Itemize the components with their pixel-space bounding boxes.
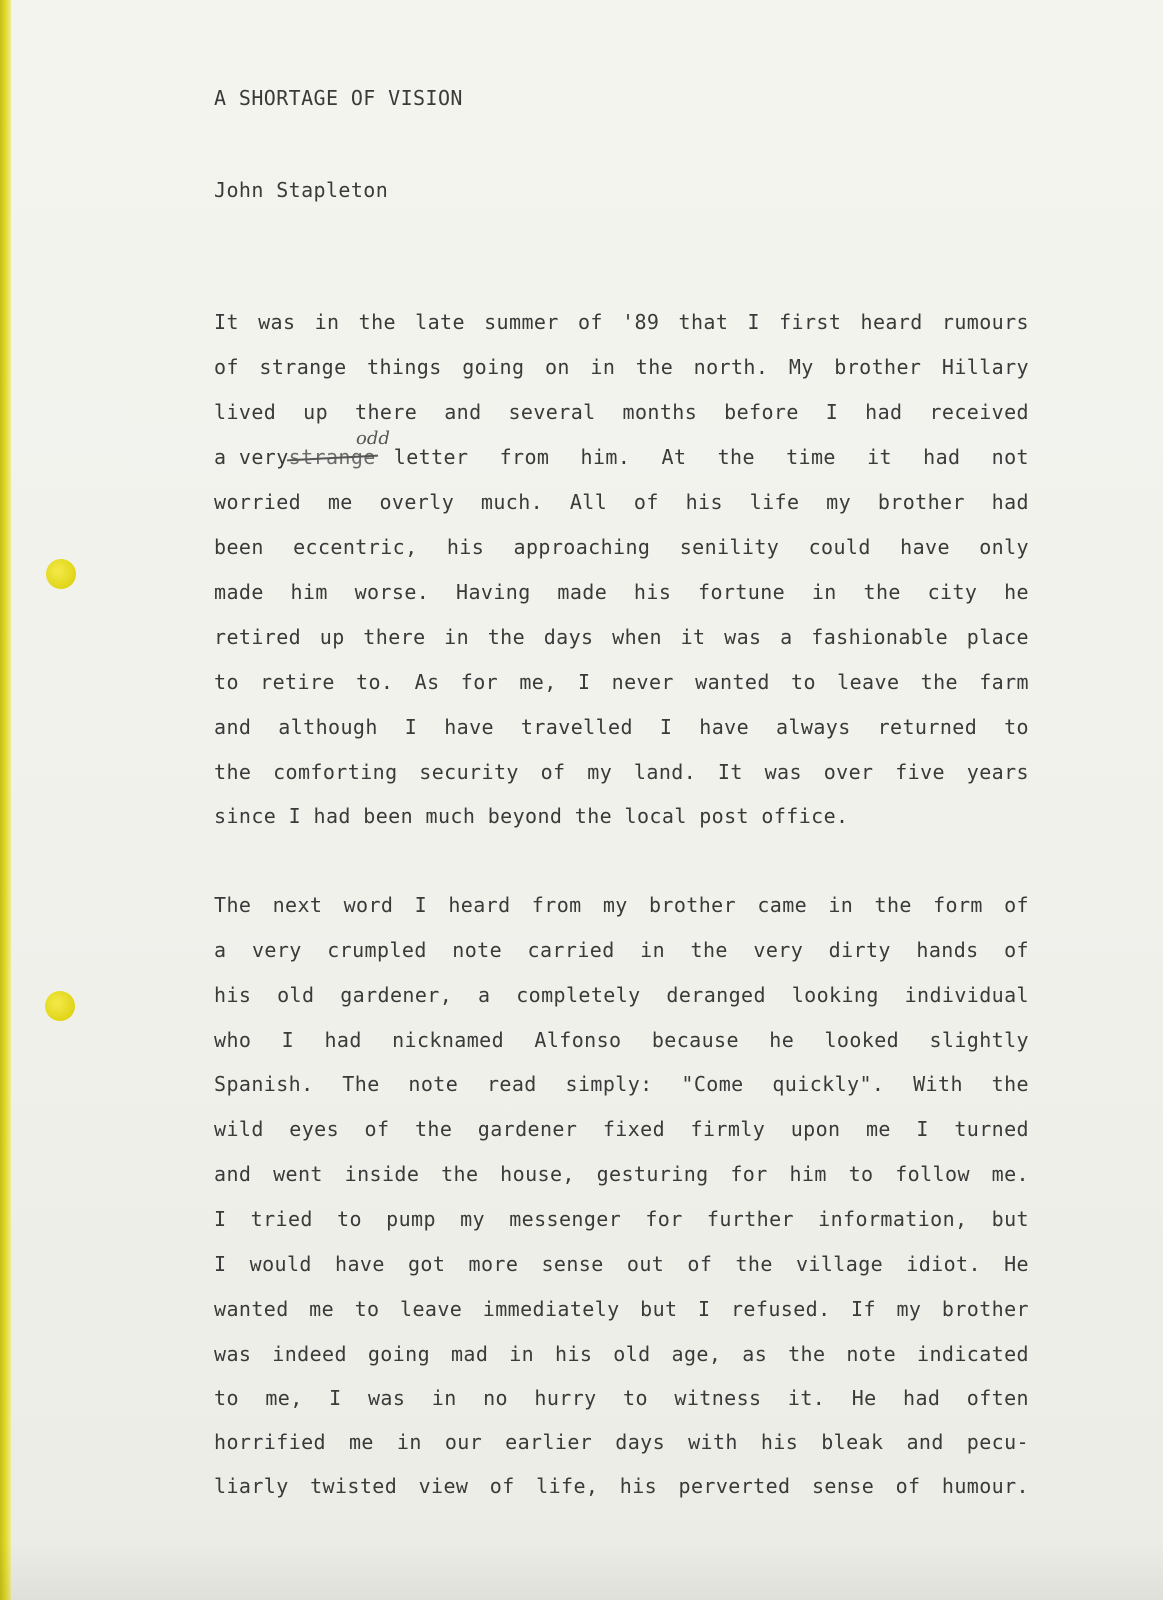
line-start: a very (214, 445, 289, 469)
text-line: wild eyes of the gardener fixed firmly upon me I turned (214, 1117, 1029, 1141)
text-line: I would have got more sense out of the village idiot. He (214, 1252, 1029, 1276)
text-line: of strange things going on in the north. My brother Hillary (214, 355, 1029, 379)
struck-word: strange (288, 445, 376, 469)
punch-hole (45, 991, 75, 1021)
text-line: and although I have travelled I have always returned to (214, 715, 1029, 739)
text-line: and went inside the house, gesturing for him to follow me. (214, 1162, 1029, 1186)
text-line: was indeed going mad in his old age, as the note indicated (214, 1342, 1029, 1366)
page-shadow (0, 1540, 1163, 1600)
punch-hole (46, 559, 76, 589)
text-line: who I had nicknamed Alfonso because he looked slightly (214, 1028, 1029, 1052)
handwritten-correction: odd (356, 428, 390, 449)
text-line: wanted me to leave immediately but I refused. If my brother (214, 1297, 1029, 1321)
yellow-binder-edge (0, 0, 11, 1600)
text-line: to me, I was in no hurry to witness it. He had often (214, 1386, 1029, 1410)
text-line: retired up there in the days when it was a fashionable place (214, 625, 1029, 649)
document-title: A SHORTAGE OF VISION (214, 86, 463, 110)
text-line: It was in the late summer of '89 that I first heard rumours (214, 310, 1029, 334)
text-line: The next word I heard from my brother came in the form of (214, 893, 1029, 917)
text-line: lived up there and several months before I had received (214, 400, 1029, 424)
text-line: I tried to pump my messenger for further information, but (214, 1207, 1029, 1231)
text-line-with-correction (214, 445, 1029, 469)
text-line: the comforting security of my land. It was over five years (214, 760, 1029, 784)
text-line: worried me overly much. All of his life my brother had (214, 490, 1029, 514)
document-author: John Stapleton (214, 178, 389, 202)
text-line: his old gardener, a completely deranged looking individual (214, 983, 1029, 1007)
text-line: made him worse. Having made his fortune in the city he (214, 580, 1029, 604)
text-line: been eccentric, his approaching senility could have only (214, 535, 1029, 559)
text-line-last: since I had been much beyond the local post office. (214, 804, 849, 828)
text-line: to retire to. As for me, I never wanted to leave the farm (214, 670, 1029, 694)
text-line: liarly twisted view of life, his perverted sense of humour. (214, 1474, 1029, 1498)
line-end: letter from him. At the time it had not (393, 445, 1029, 469)
text-line: a very crumpled note carried in the very dirty hands of (214, 938, 1029, 962)
text-line: horrified me in our earlier days with his bleak and pecu- (214, 1430, 1029, 1454)
text-line: Spanish. The note read simply: "Come quickly". With the (214, 1072, 1029, 1096)
